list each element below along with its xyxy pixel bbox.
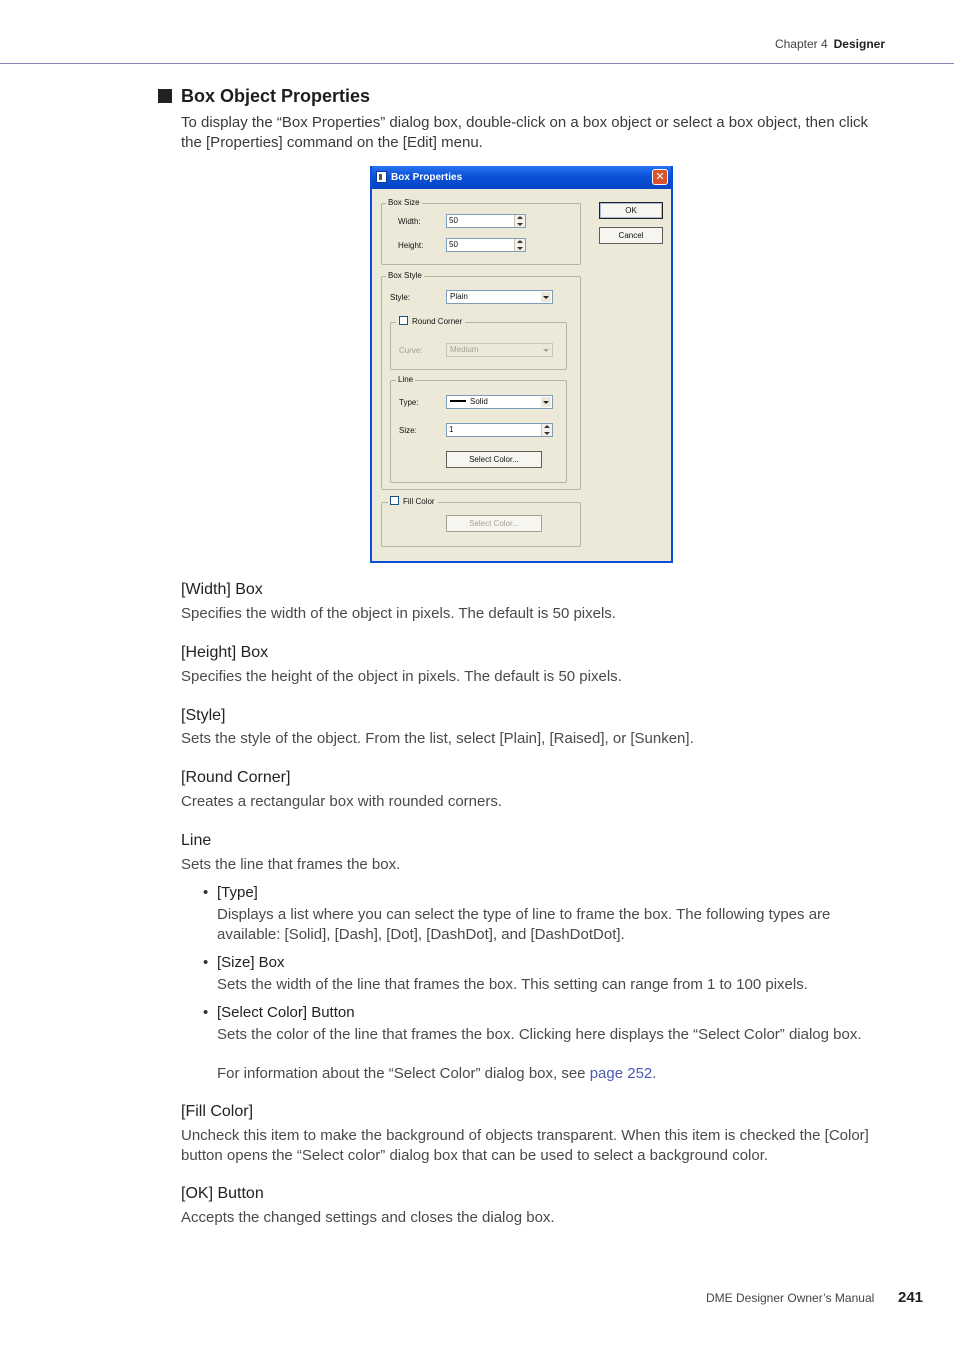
chapter-section: Designer [833,37,885,51]
curve-select[interactable] [446,343,553,357]
width-spin-arrows-icon[interactable] [514,215,525,227]
select-color-heading: [Select Color] Button [217,1004,355,1021]
line-size-spinbox[interactable] [446,423,553,437]
width-value: 50 [449,216,458,225]
select-color-reference [217,1064,883,1084]
window-app-icon [376,171,387,183]
round-corner-checkbox[interactable] [399,316,408,325]
width-spinbox[interactable] [446,214,526,228]
select-color-description: Sets the color of the line that frames the box. Clicking here displays the “Select Color” dialog box. [217,1026,862,1043]
style-value: Plain [450,292,468,301]
curve-value: Medium [450,345,479,354]
bullet: • [203,1004,209,1021]
round-corner-header [396,316,465,327]
running-header [775,37,885,51]
reference-period: . [652,1065,657,1082]
dialog-titlebar[interactable] [372,166,671,189]
dialog-title: Box Properties [391,172,463,183]
style-description: Sets the style of the object. From the list, select [Plain], [Raised], or [Sunken]. [181,730,694,747]
size-description: Sets the width of the line that frames the box. This setting can range from 1 to 100 pixels. [217,976,808,993]
line-type-select[interactable] [446,395,553,409]
height-value: 50 [449,240,458,249]
fill-select-color-button[interactable]: Select Color... [446,515,542,532]
line-type-label: Type: [399,398,419,407]
ok-heading: [OK] Button [181,1185,264,1202]
bullet: • [203,954,209,971]
width-description: Specifies the width of the object in pixels. The default is 50 pixels. [181,605,616,622]
bullet: • [203,884,209,901]
chevron-down-icon[interactable] [541,345,551,355]
line-select-color-button[interactable]: Select Color... [446,451,542,468]
fill-color-header [388,496,438,507]
round-corner-description: Creates a rectangular box with rounded corners. [181,793,503,810]
section-bullet-square [158,89,172,103]
cancel-button[interactable]: Cancel [599,227,663,244]
fill-color-description: Uncheck this item to make the background of objects transparent. When this item is checked the [Color] button opens the “Select color” dialog box that can be used to select a background color. [181,1127,869,1164]
header-rule [0,63,954,64]
type-heading: [Type] [217,884,258,901]
solid-line-swatch [450,400,466,402]
style-label: Style: [390,293,411,302]
line-heading: Line [181,832,212,849]
round-corner-heading: [Round Corner] [181,769,291,786]
section-intro: To display the “Box Properties” dialog box, double-click on a box object or select a box object, then click the [Properties] command on the [Edit] menu. [181,114,869,151]
fill-color-label: Fill Color [403,497,435,506]
line-group-label: Line [398,375,414,384]
line-type-value: Solid [470,397,488,406]
chevron-down-icon[interactable] [541,397,551,407]
width-label: Width: [398,217,421,226]
round-corner-label: Round Corner [412,317,463,326]
height-description: Specifies the height of the object in pixels. The default is 50 pixels. [181,668,622,685]
reference-text: For information about the “Select Color” dialog box, see [217,1065,590,1082]
height-spinbox[interactable] [446,238,526,252]
ok-description: Accepts the changed settings and closes the dialog box. [181,1209,555,1226]
type-description: Displays a list where you can select the type of line to frame the box. The following types are available: [Solid], [Dash], [Dot], [DashDot], and [DashDotDot]. [217,906,831,943]
line-size-spin-arrows-icon[interactable] [541,424,552,436]
style-heading: [Style] [181,707,226,724]
box-size-group [381,203,581,265]
height-spin-arrows-icon[interactable] [514,239,525,251]
line-size-value: 1 [449,425,454,434]
chapter-label: Chapter 4 [774,37,828,51]
style-select[interactable] [446,290,553,304]
line-size-label: Size: [399,426,417,435]
footer-manual-title: DME Designer Owner’s Manual [706,1291,875,1305]
curve-label: Curve: [399,346,423,355]
box-style-label: Box Style [388,271,422,280]
close-icon[interactable]: ✕ [652,169,668,185]
size-heading: [Size] Box [217,954,285,971]
fill-color-checkbox[interactable] [390,496,399,505]
width-heading: [Width] Box [181,581,263,598]
chevron-down-icon[interactable] [541,292,551,302]
ok-button[interactable]: OK [599,202,663,219]
page-link[interactable]: page 252 [589,1065,653,1082]
fill-color-heading: [Fill Color] [181,1103,254,1120]
box-size-label: Box Size [388,198,420,207]
height-heading: [Height] Box [181,644,269,661]
section-title: Box Object Properties [181,86,371,106]
height-label: Height: [398,241,424,250]
line-description: Sets the line that frames the box. [181,856,401,873]
page-number: 241 [898,1289,924,1306]
box-properties-dialog [370,166,673,563]
